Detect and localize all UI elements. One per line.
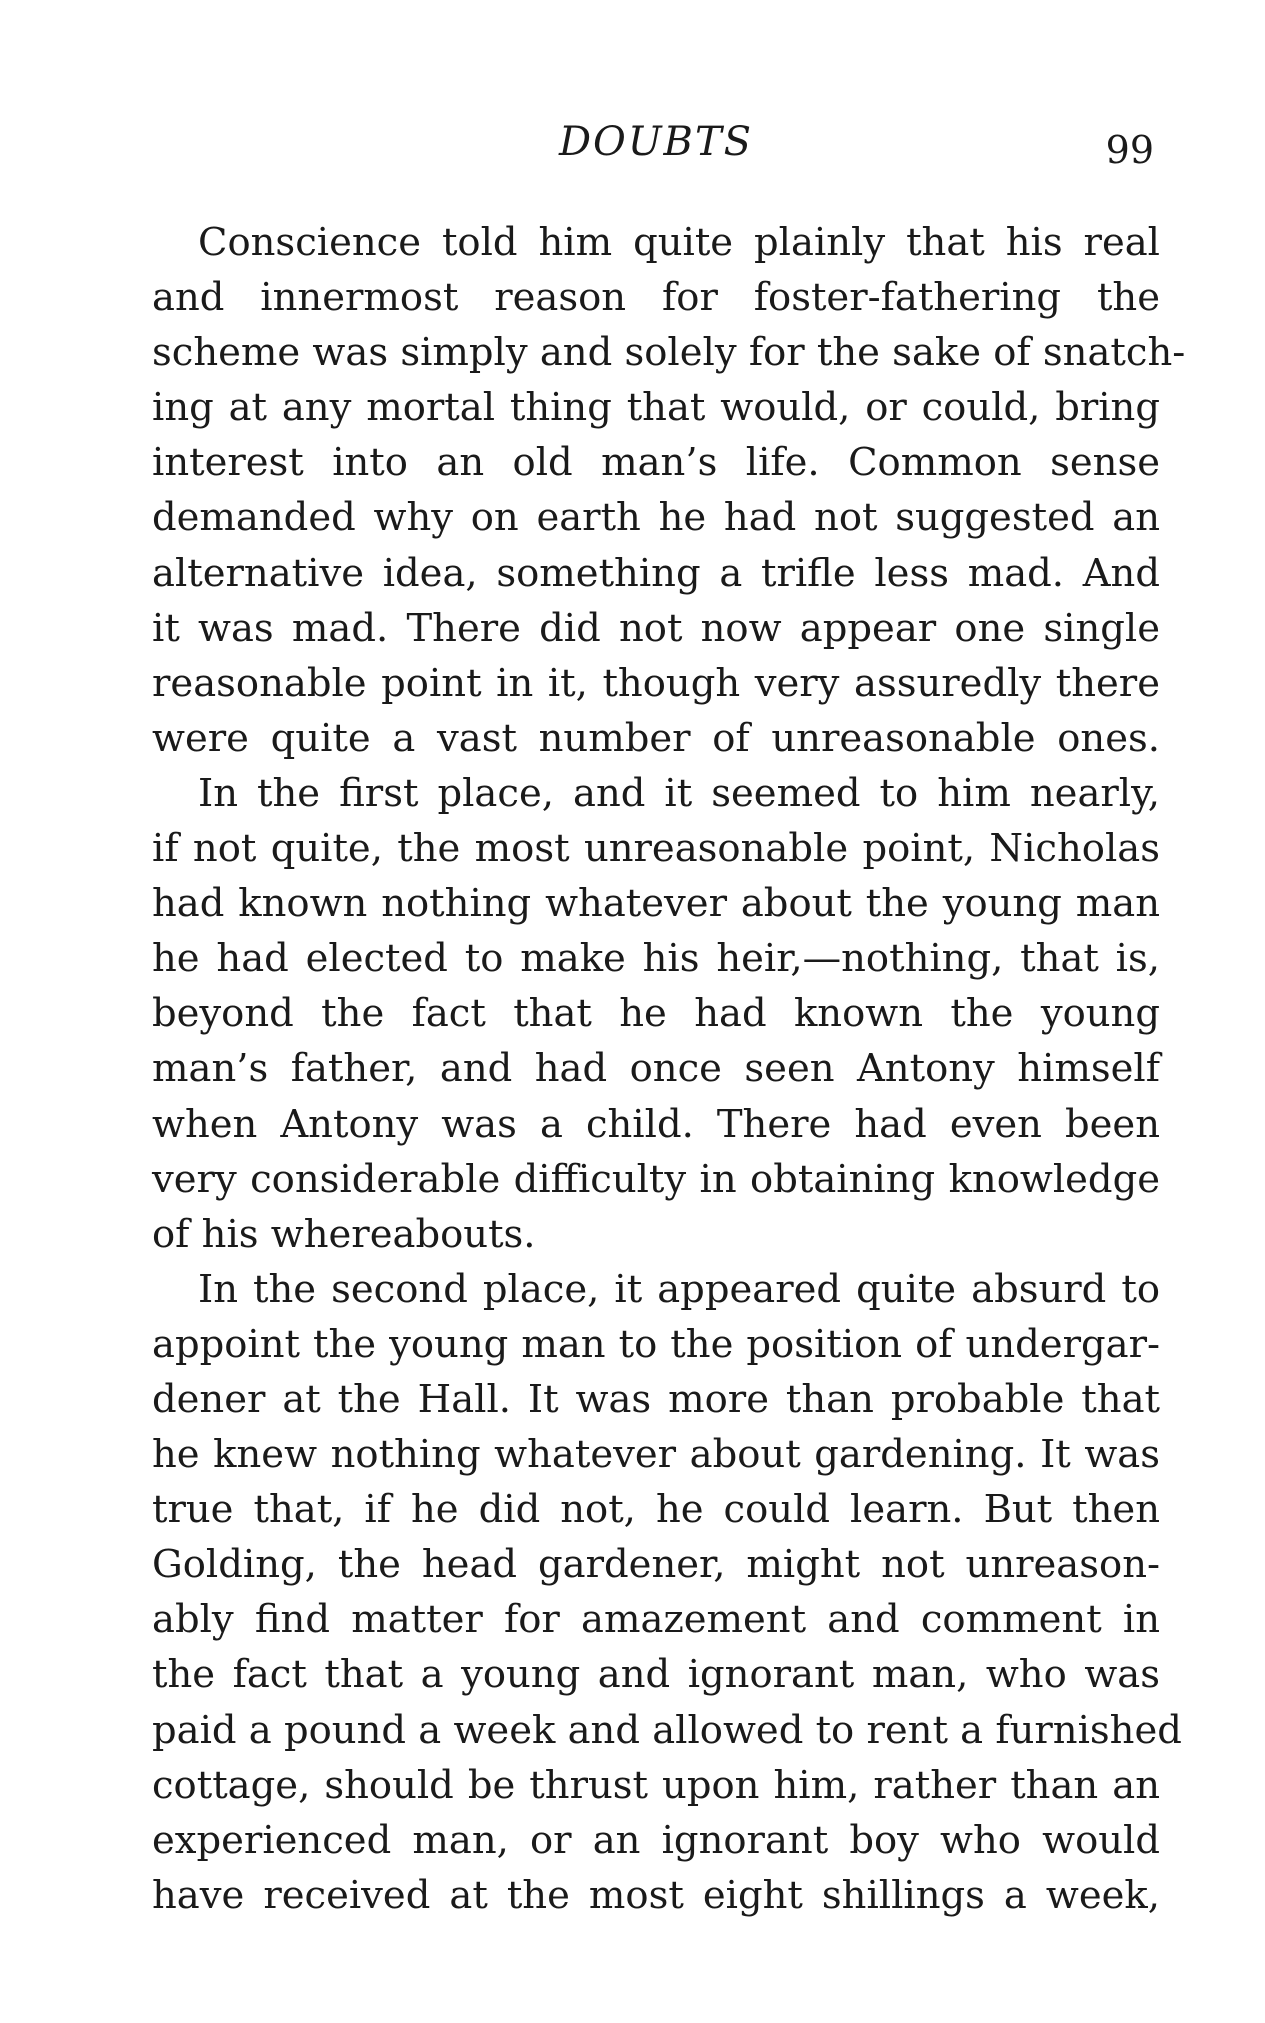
text-line: of his whereabouts. (152, 1211, 536, 1257)
text-line: true that, if he did not, he could learn. But then (152, 1487, 1160, 1533)
text-line: Conscience told him quite plainly that his real (198, 220, 1160, 265)
text-line: he had elected to make his heir,—nothing, that is, (152, 936, 1160, 982)
text-line: had known nothing whatever about the young man (152, 881, 1160, 927)
text-line: In the first place, and it seemed to him nearly, (198, 770, 1160, 816)
text-line: appoint the young man to the position of undergar- (152, 1321, 1160, 1367)
text-line: the fact that a young and ignorant man, who was (152, 1652, 1160, 1698)
text-line: when Antony was a child. There had even been (152, 1101, 1160, 1147)
text-line: if not quite, the most unreasonable point, Nicholas (152, 826, 1160, 872)
page-number: 99 (1105, 128, 1154, 172)
running-head (152, 112, 1160, 172)
text-line: alternative idea, something a trifle less mad. And (152, 550, 1160, 596)
text-line: ably find matter for amazement and comment in (152, 1597, 1160, 1643)
text-line: interest into an old man’s life. Common sense (152, 440, 1160, 486)
text-line: scheme was simply and solely for the sake of snatch- (152, 330, 1186, 376)
text-line: dener at the Hall. It was more than probable that (152, 1376, 1160, 1422)
text-line: very considerable difficulty in obtaining knowledge (152, 1156, 1160, 1202)
text-line: were quite a vast number of unreasonable ones. (152, 715, 1160, 761)
text-line: have received at the most eight shillings a week, (152, 1872, 1160, 1918)
text-line: and innermost reason for foster-fathering the (152, 275, 1160, 321)
text-line: cottage, should be thrust upon him, rather than an (152, 1762, 1160, 1808)
chapter-title: DOUBTS (558, 119, 754, 165)
body-text (152, 215, 1186, 1923)
text-line: reasonable point in it, though very assuredly there (152, 660, 1160, 706)
text-line: man’s father, and had once seen Antony himself (152, 1046, 1160, 1092)
text-line: he knew nothing whatever about gardening. It was (152, 1432, 1160, 1478)
text-line: paid a pound a week and allowed to rent a furnished (152, 1707, 1182, 1753)
text-line: experienced man, or an ignorant boy who would (152, 1817, 1160, 1863)
text-line: Golding, the head gardener, might not unreason- (152, 1542, 1160, 1588)
text-line: ing at any mortal thing that would, or could, bring (152, 385, 1160, 431)
text-line: it was mad. There did not now appear one single (152, 605, 1160, 651)
text-line: In the second place, it appeared quite absurd to (198, 1266, 1160, 1312)
text-line: demanded why on earth he had not suggested an (152, 495, 1160, 541)
text-line: beyond the fact that he had known the young (152, 991, 1160, 1037)
